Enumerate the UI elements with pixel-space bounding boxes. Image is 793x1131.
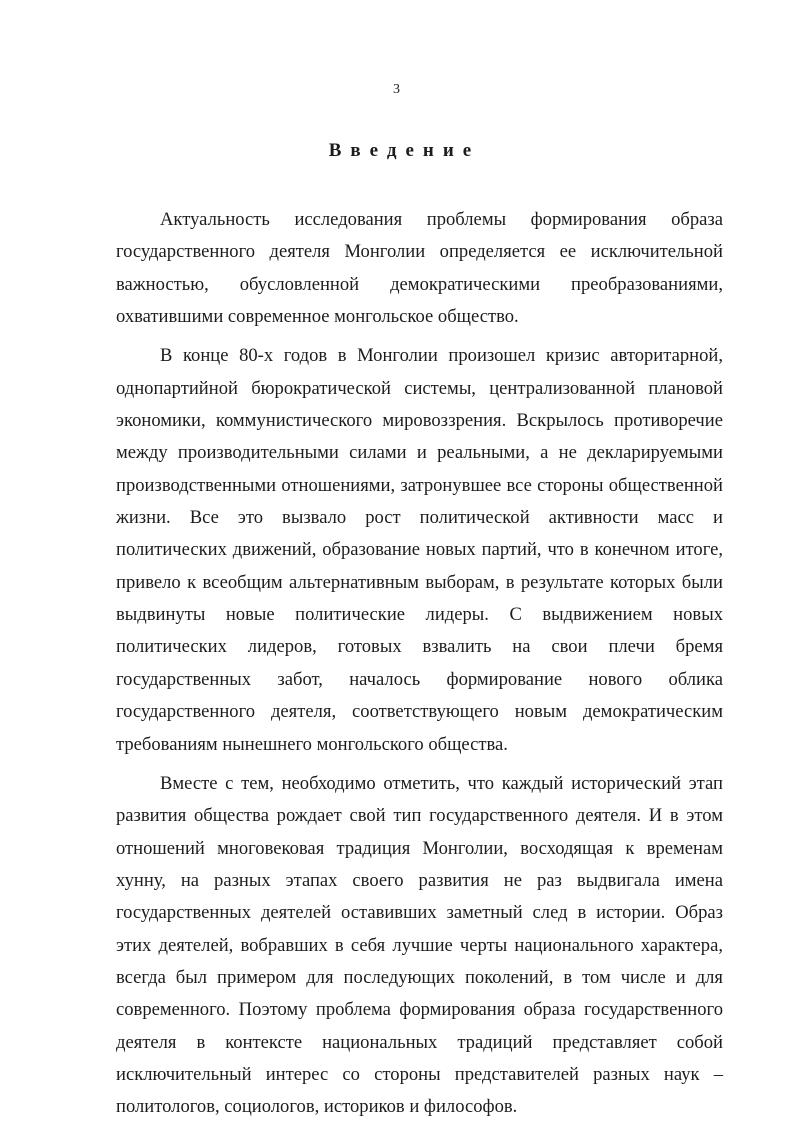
paragraph-1: Актуальность исследования проблемы формирования образа государственного деятеля Монголии определяется ее исключительной важностью, обусловленной демократическими преобразованиями, охватившими современное монгольское общество. [116, 209, 723, 328]
body-text [116, 204, 723, 1131]
page-number: 3 [393, 82, 400, 97]
section-title: Введение [328, 140, 481, 161]
paragraph-2: В конце 80-х годов в Монголии произошел кризис авторитарной, однопартийной бюрократической системы, централизованной плановой экономики, коммунистического мировоззрения. Вскрылось противоречие между производительными силами и реальными, а не декларируемыми производственными отношениями, затронувшее все стороны общественной жизни. Все это вызвало рост политической активности масс и политических движений, образование новых партий, что в конечном итоге, привело к всеобщим альтернативным выборам, в результате которых были выдвинуты новые политические лидеры. С выдвижением новых политических лидеров, готовых взвалить на свои плечи бремя государственных забот, началось формирование нового облика государственного деятеля, соответствующего новым демократическим требованиям нынешнего монгольского общества. [116, 345, 723, 755]
paragraph-3: Вместе с тем, необходимо отметить, что каждый исторический этап развития общества рождает свой тип государственного деятеля. И в этом отношений многовековая традиция Монголии, восходящая к временам хунну, на разных этапах своего развития не раз выдвигала имена государственных деятелей оставивших заметный след в истории. Образ этих деятелей, вобравших в себя лучшие черты национального характера, всегда был примером для последующих поколений, в том числе и для современного. Поэтому проблема формирования образа государственного деятеля в контексте национальных традиций представляет собой исключительный интерес со стороны представителей разных наук – политологов, социологов, историков и философов. [116, 772, 723, 1118]
